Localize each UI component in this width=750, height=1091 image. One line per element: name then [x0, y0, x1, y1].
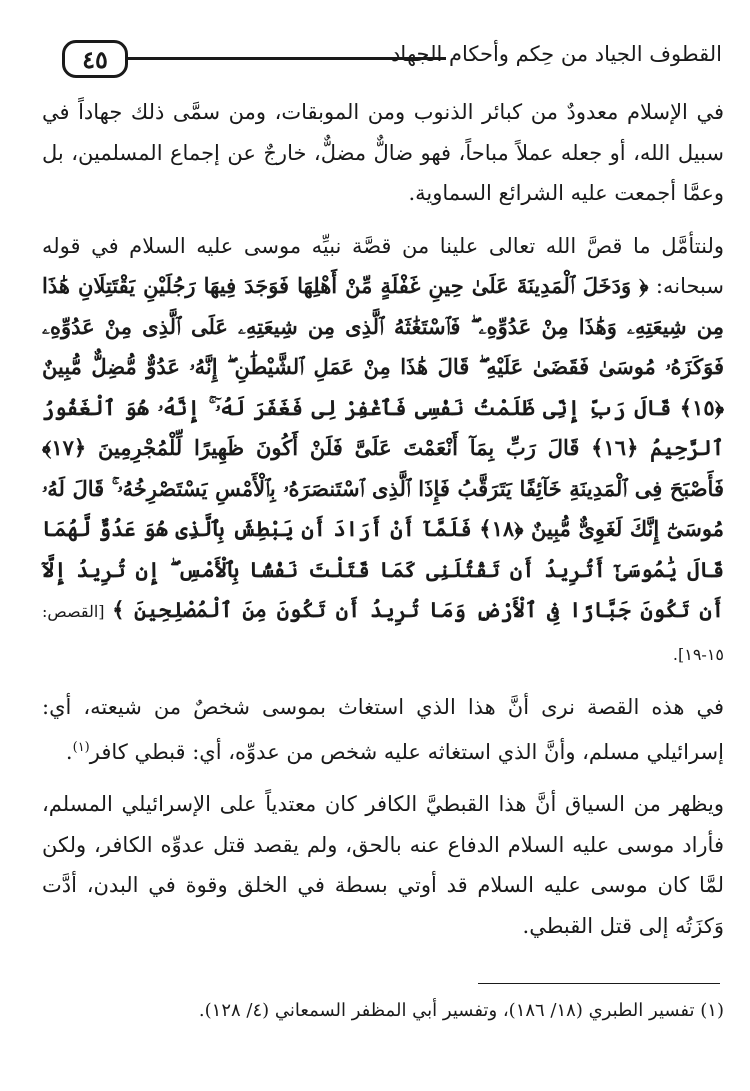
paragraph-2: [42, 226, 724, 676]
paragraph-4: ويظهر من السياق أنَّ هذا القبطيَّ الكافر كان معتدياً على الإسرائيلي المسلم، فأراد موسى عليه السلام الدفاع عنه بالحق، ولم يقصد قتل عدوِّه الكافر، ولكن لمَّا كان موسى عليه السلام قد أوتي بسطة في الخلق وقوة في البدن، أدَّت وَكزَتُه إلى قتل القبطي.: [42, 792, 724, 938]
footnote-marker[interactable]: (١): [72, 739, 90, 755]
paragraph-3: [42, 687, 724, 772]
footnote-1: (١) تفسير الطبري (١٨/ ١٨٦)، وتفسير أبي المظفر السمعاني (٤/ ١٢٨).: [198, 1000, 724, 1021]
paragraph-1: في الإسلام معدودٌ من كبائر الذنوب ومن الموبقات، ومن سمَّى ذلك جهاداً في سبيل الله، أو جعله عملاً مباحاً، فهو ضالٌّ مضلٌّ، خارجٌ عن إجماع المسلمين، بل وعمَّا أجمعت عليه الشرائع السماوية.: [42, 100, 724, 205]
page-header: [62, 40, 722, 84]
footnote-rule: [478, 983, 720, 984]
page-number: ٤٥: [62, 40, 128, 78]
paragraph-3-end: .: [65, 739, 73, 764]
body-text: [42, 92, 724, 946]
quran-verse: ﴿ وَدَخَلَ ٱلْمَدِينَةَ عَلَىٰ حِينِ غَفْلَةٍ مِّنْ أَهْلِهَا فَوَجَدَ فِيهَا رَجُلَيْنِ يَقْتَتِلَانِ هَٰذَا مِن شِيعَتِهِۦ وَهَٰذَا مِنْ عَدُوِّهِۦ ۖ فَٱسْتَغَٰثَهُ ٱلَّذِى مِن شِيعَتِهِۦ عَلَى ٱلَّذِى مِنْ عَدُوِّهِۦ فَوَكَزَهُۥ مُوسَىٰ فَقَضَىٰ عَلَيْهِ ۖ قَالَ هَٰذَا مِنْ عَمَلِ ٱلشَّيْطَٰنِ ۖ إِنَّهُۥ عَدُوٌّ مُّضِلٌّ مُّبِينٌ ﴿١٥﴾ قَالَ رَبِّ إِنِّى ظَلَمْتُ نَفْسِى فَٱغْفِرْ لِى فَغَفَرَ لَهُۥٓ ۚ إِنَّهُۥ هُوَ ٱلْغَفُورُ ٱلرَّحِيمُ ﴿١٦﴾ قَالَ رَبِّ بِمَآ أَنْعَمْتَ عَلَىَّ فَلَنْ أَكُونَ ظَهِيرًا لِّلْمُجْرِمِينَ ﴿١٧﴾ فَأَصْبَحَ فِى ٱلْمَدِينَةِ خَآئِفًا يَتَرَقَّبُ فَإِذَا ٱلَّذِى ٱسْتَنصَرَهُۥ بِٱلْأَمْسِ يَسْتَصْرِخُهُۥ ۚ قَالَ لَهُۥ مُوسَىٰٓ إِنَّكَ لَغَوِىٌّ مُّبِينٌ ﴿١٨﴾ فَلَمَّآ أَنْ أَرَادَ أَن يَبْطِشَ بِٱلَّذِى هُوَ عَدُوٌّ لَّهُمَا قَالَ يَٰمُوسَىٰٓ أَتُرِيدُ أَن تَقْتُلَنِى كَمَا قَتَلْتَ نَفْسًۢا بِٱلْأَمْسِ ۖ إِن تُرِيدُ إِلَّآ أَن تَكُونَ جَبَّارًا فِى ٱلْأَرْضِ وَمَا تُرِيدُ أَن تَكُونَ مِنَ ٱلْمُصْلِحِينَ ﴾: [42, 273, 725, 622]
paragraph-3-text: في هذه القصة نرى أنَّ هذا الذي استغاث بموسى شخصٌ من شيعته، أي: إسرائيلي مسلم، وأنَّ الذي استغاثه عليه شخص من عدوِّه، أي: قبطي كافر: [42, 695, 724, 764]
paragraph-2-intro: ولنتأمَّل ما قصَّ الله تعالى علينا من قصَّة نبيِّه موسى عليه السلام في قوله سبحانه:: [42, 233, 724, 298]
running-title: القطوف الجياد من حِكم وأحكام الجهاد: [391, 42, 722, 66]
verse-reference: [القصص: ١٥-١٩].: [42, 602, 724, 664]
